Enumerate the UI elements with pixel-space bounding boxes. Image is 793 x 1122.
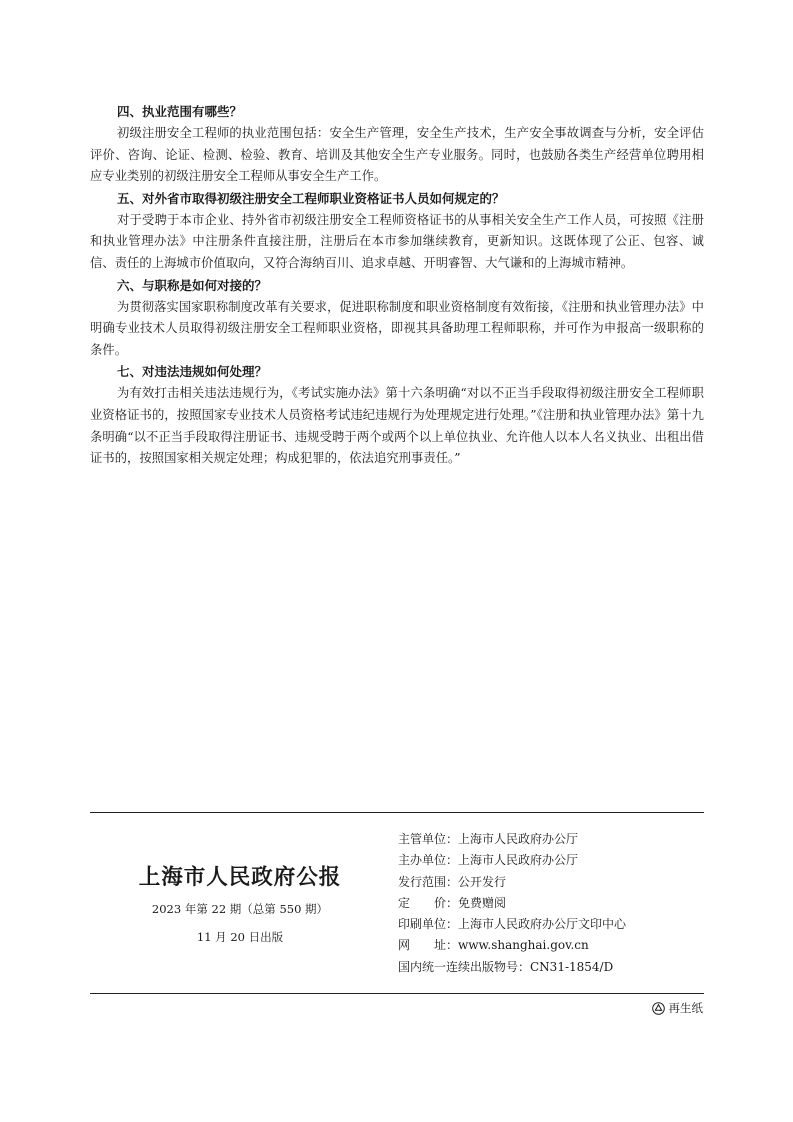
info-row-website: 网 址：www.shanghai.gov.cn — [398, 938, 589, 953]
info-row-printer: 印刷单位：上海市人民政府办公厅文印中心 — [398, 917, 627, 932]
section-7 — [90, 361, 704, 469]
section-6 — [90, 275, 704, 362]
section-paragraph: 对于受聘于本市企业、持外省市初级注册安全工程师资格证书的从事相关安全生产工作人员，可按照《注册和执业管理办法》中注册条件直接注册，注册后在本市参加继续教育，更新知识。这既体现了公正、包容、诚信、责任的上海城市价值取向，又符合海纳百川、追求卓越、开明睿智、大气谦和的上海城市精神。 — [90, 212, 704, 270]
section-paragraph: 为有效打击相关违法违规行为，《考试实施办法》第十六条明确“对以不正当手段取得初级注册安全工程师职业资格证书的，按照国家专业技术人员资格考试违纪违规行为处理规定进行处理。”《注册和执业管理办法》第十九条明确“以不正当手段取得注册证书、违规受聘于两个或两个以上单位执业、允许他人以本人名义执业、出租出借证书的，按照国家相关规定处理；构成犯罪的，依法追究刑事责任。” — [90, 386, 704, 466]
info-row-serial-number: 国内统一连续出版物号：CN31-1854/D — [398, 959, 614, 974]
section-heading: 七、对违法违规如何处理？ — [117, 364, 268, 380]
issue-number: 2023 年第 22 期（总第 550 期） — [151, 902, 329, 916]
publication-date: 11 月 20 日出版 — [196, 930, 284, 944]
section-5 — [90, 188, 704, 275]
section-4 — [90, 101, 704, 188]
info-row-distribution: 发行范围：公开发行 — [398, 874, 507, 889]
colophon-info — [398, 829, 704, 978]
publication-title: 上海市人民政府公报 — [138, 865, 342, 890]
recycle-icon — [652, 1002, 665, 1015]
section-heading: 五、对外省市取得初级注册安全工程师职业资格证书人员如何规定的？ — [117, 190, 505, 206]
info-row-sponsor: 主办单位：上海市人民政府办公厅 — [398, 853, 579, 868]
masthead — [90, 812, 390, 993]
section-paragraph: 初级注册安全工程师的执业范围包括：安全生产管理，安全生产技术，生产安全事故调查与分析，安全评估评价、咨询、论证、检测、检验、教育、培训及其他安全生产专业服务。同时，也鼓励各类生产经营单位聘用相应专业类别的初级注册安全工程师从事安全生产工作。 — [90, 126, 704, 184]
section-heading: 四、执业范围有哪些？ — [117, 104, 243, 119]
colophon-bottom-rule — [90, 993, 704, 994]
recycled-paper-note — [652, 1000, 704, 1016]
info-row-supervisor: 主管单位：上海市人民政府办公厅 — [398, 832, 579, 846]
recycled-paper-label: 再生纸 — [668, 1001, 703, 1015]
section-paragraph: 为贯彻落实国家职称制度改革有关要求，促进职称制度和职业资格制度有效衔接，《注册和执业管理办法》中明确专业技术人员取得初级注册安全工程师职业资格，即视其具备助理工程师职称，并可作为申报高一级职称的条件。 — [90, 299, 704, 357]
section-heading: 六、与职称是如何对接的？ — [117, 277, 268, 293]
info-row-price: 定 价：免费赠阅 — [398, 895, 507, 910]
article-body — [90, 101, 704, 470]
